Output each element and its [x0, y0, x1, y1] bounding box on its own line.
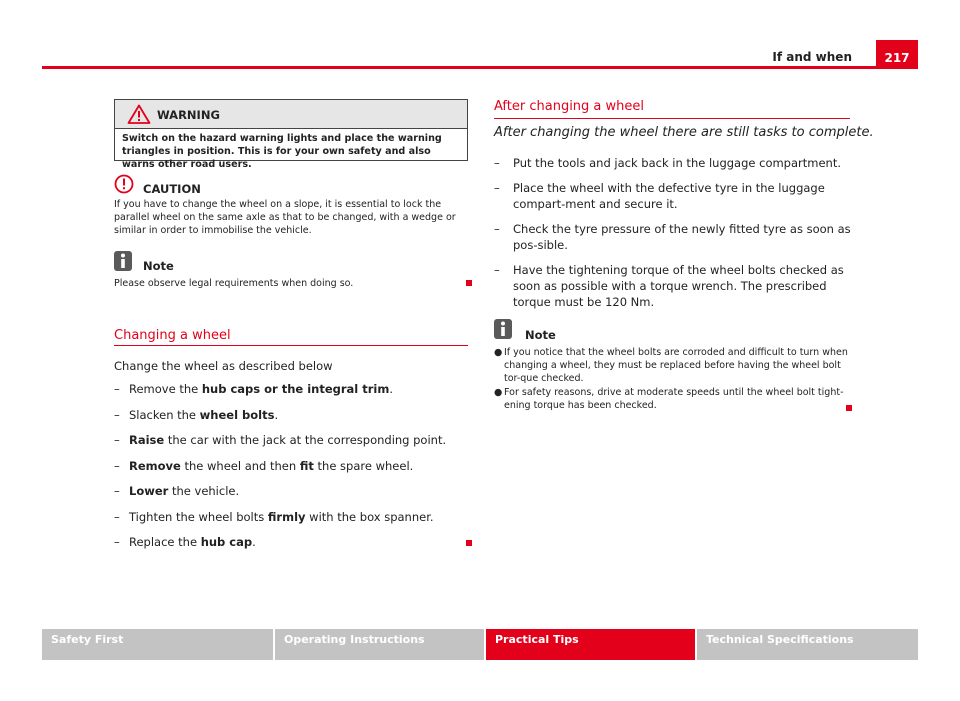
caution-text: If you have to change the wheel on a slope, it is essential to lock the parallel wheel on the same axle as that to be changed, with a wedge or similar in order to immobilise the vehicle. [114, 199, 456, 236]
list-item: – Remove the wheel and then fit the spare wheel. [114, 458, 414, 473]
list-item: – Have the tightening torque of the wheel bolts checked as soon as possible with a torque wrench. The prescribed torque must be 120 Nm. [494, 263, 844, 309]
tab-safety-first[interactable]: Safety First [42, 629, 273, 660]
changing-steps-list [114, 382, 474, 561]
note-text: Please observe legal requirements when doing so. [114, 278, 354, 289]
section-title-after-changing: After changing a wheel [494, 99, 645, 114]
section-end-marker [466, 540, 472, 546]
list-item: ● If you notice that the wheel bolts are corroded and difficult to turn when changing a wheel, they must be replaced before having the wheel bolt tor-que checked. [494, 347, 848, 384]
section-rule [494, 118, 850, 119]
list-item: – Check the tyre pressure of the newly fitted tyre as soon as pos-sible. [494, 222, 851, 252]
section-title-changing-wheel: Changing a wheel [114, 328, 231, 343]
header-rule [42, 66, 918, 69]
page-number: 217 [876, 40, 918, 66]
intro-text: Change the wheel as described below [114, 359, 333, 373]
chapter-title: If and when [772, 50, 852, 64]
warning-title: WARNING [157, 108, 220, 122]
note-title: Note [525, 328, 556, 342]
caution-exclamation-icon [114, 174, 134, 194]
list-item: – Replace the hub cap. [114, 535, 256, 549]
list-item: – Lower the vehicle. [114, 484, 240, 498]
tab-practical-tips[interactable]: Practical Tips [484, 629, 695, 660]
warning-triangle-icon [127, 104, 151, 124]
tab-operating-instructions[interactable]: Operating Instructions [273, 629, 484, 660]
section-rule [114, 345, 468, 346]
caution-title: CAUTION [143, 182, 201, 196]
warning-header [115, 100, 467, 129]
warning-text: Switch on the hazard warning lights and place the warning triangles in position. This is for your own safety and also warns other road users. [122, 133, 442, 170]
chapter-tabs [42, 629, 918, 660]
after-steps-list [494, 155, 854, 319]
tab-technical-specifications[interactable]: Technical Specifications [695, 629, 918, 660]
list-item: – Place the wheel with the defective tyre in the luggage compart-ment and secure it. [494, 181, 825, 211]
section-subtitle: After changing the wheel there are still tasks to complete. [494, 125, 874, 140]
warning-box [114, 99, 468, 170]
list-item: – Raise the car with the jack at the corresponding point. [114, 433, 447, 447]
section-end-marker [846, 405, 852, 411]
list-item: – Remove the hub caps or the integral trim. [114, 382, 393, 396]
section-end-marker [466, 280, 472, 286]
list-item: – Tighten the wheel bolts firmly with the box spanner. [114, 509, 434, 524]
note-title: Note [143, 259, 174, 273]
list-item: – Slacken the wheel bolts. [114, 407, 279, 422]
list-item: – Put the tools and jack back in the luggage compartment. [494, 156, 841, 170]
note-icon [114, 251, 132, 271]
note-icon [494, 319, 512, 339]
list-item: ● For safety reasons, drive at moderate speeds until the wheel bolt tight-ening torque has been checked. [494, 387, 844, 411]
note-list [494, 346, 854, 413]
